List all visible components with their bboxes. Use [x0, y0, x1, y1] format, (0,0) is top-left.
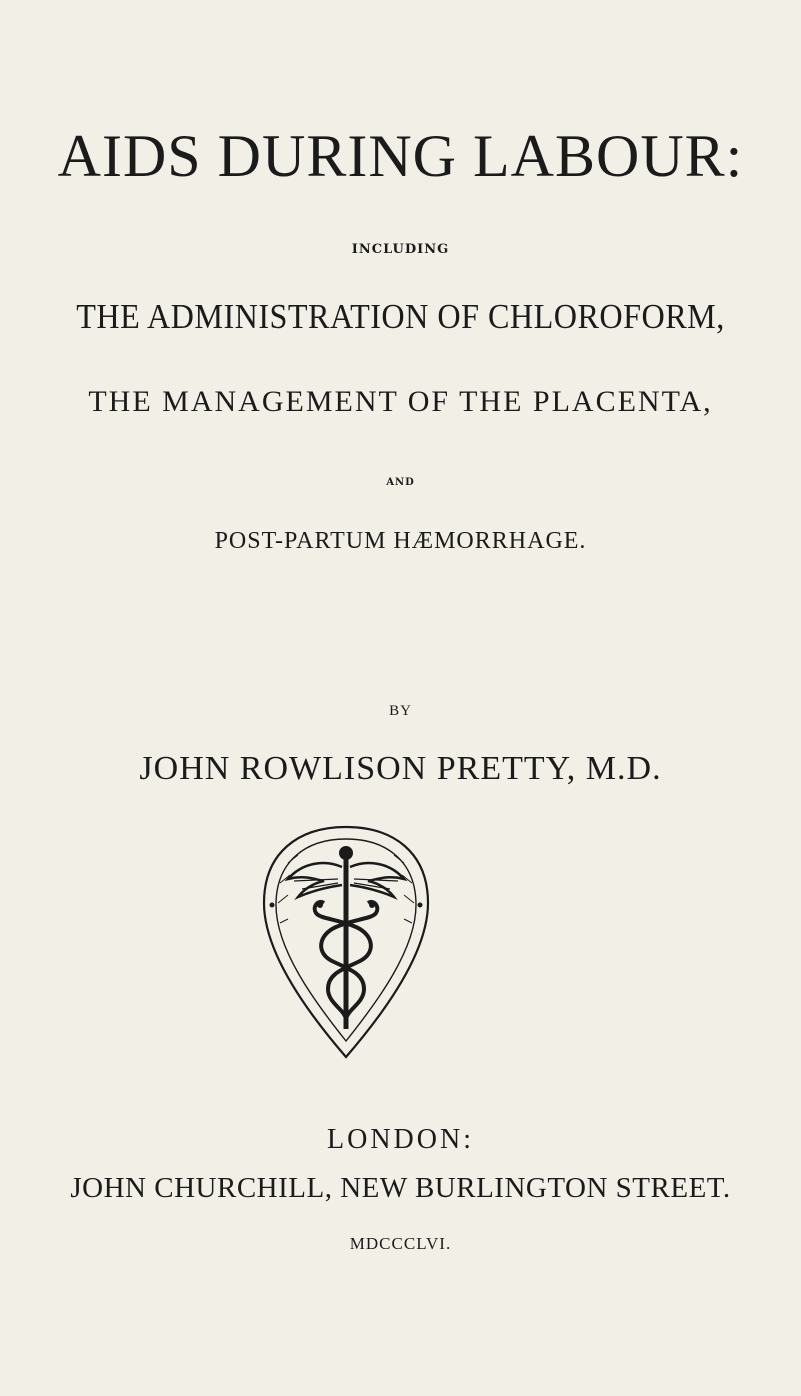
subtitle-chloroform: THE ADMINISTRATION OF CHLOROFORM,: [76, 297, 725, 336]
book-title: AIDS DURING LABOUR:: [57, 123, 744, 189]
publisher-name: JOHN CHURCHILL, NEW BURLINGTON STREET.: [70, 1172, 731, 1204]
subtitle-placenta: THE MANAGEMENT OF THE PLACENTA,: [88, 385, 713, 418]
by-label: BY: [389, 703, 412, 719]
publication-date: MDCCCLVI.: [349, 1234, 452, 1253]
publication-city: LONDON:: [327, 1124, 474, 1155]
caduceus-shield-icon: [258, 823, 434, 1061]
including-label: INCLUDING: [351, 242, 450, 257]
author-name: JOHN ROWLISON PRETTY, M.D.: [139, 750, 662, 787]
subtitle-haemorrhage: POST-PARTUM HÆMORRHAGE.: [214, 528, 587, 554]
and-label: AND: [386, 477, 415, 488]
